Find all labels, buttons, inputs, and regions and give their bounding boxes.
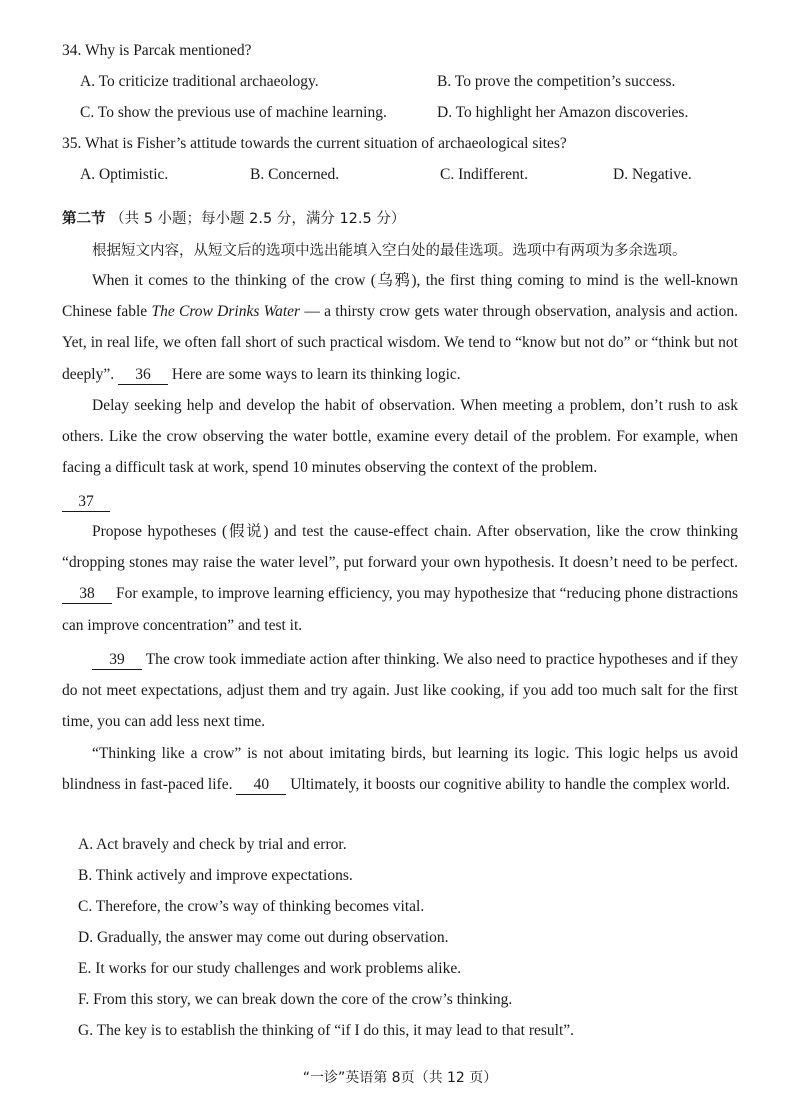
section-title: 第二节	[62, 211, 106, 227]
question-34-option-b: B. To prove the competition’s success.	[437, 73, 676, 90]
passage-paragraph-1	[62, 265, 738, 390]
section-instruction: 根据短文内容，从短文后的选项中选出能填入空白处的最佳选项。选项中有两项为多余选项。	[92, 243, 687, 259]
choice-e: E. It works for our study challenges and work problems alike.	[78, 960, 462, 977]
p1-text-c: Here are some ways to learn its thinking logic.	[167, 365, 461, 383]
question-34-stem: 34. Why is Parcak mentioned?	[62, 42, 252, 59]
blank-40: 40	[236, 776, 286, 795]
p5-text-b: Ultimately, it boosts our cognitive ability to handle the complex world.	[286, 776, 731, 794]
question-34-option-d: D. To highlight her Amazon discoveries.	[437, 104, 689, 121]
p1-text-a: When it comes to the thinking of the crow (乌鸦), the first thing coming to mind is the well-known Chinese fable	[62, 272, 738, 321]
question-34-option-c: C. To show the previous use of machine learning.	[80, 104, 387, 121]
passage-paragraph-3	[62, 516, 738, 641]
choice-b: B. Think actively and improve expectations.	[78, 867, 353, 884]
page-footer: “一诊”英语第 8页（共 12 页）	[302, 1070, 498, 1086]
blank-39: 39	[92, 651, 142, 670]
section-info: （共 5 小题；每小题 2.5 分，满分 12.5 分）	[110, 211, 406, 227]
question-35-option-c: C. Indifferent.	[440, 166, 528, 183]
choice-f: F. From this story, we can break down the core of the crow’s thinking.	[78, 991, 513, 1008]
question-35-stem: 35. What is Fisher’s attitude towards the current situation of archaeological sites?	[62, 135, 567, 152]
p5-text-a: “Thinking like a crow” is not about imitating birds, but learning its logic. This logic helps us avoid blindness in fast-paced life.	[62, 745, 738, 794]
question-35-option-a: A. Optimistic.	[80, 166, 169, 183]
p4-text-a: The crow took immediate action after thinking. We also need to practice hypotheses and if they do not meet expectations, adjust them and try again. Just like cooking, if you add too much salt for the first time, you can add less next time.	[62, 651, 738, 731]
choice-a: A. Act bravely and check by trial and error.	[78, 836, 347, 853]
blank-36: 36	[118, 366, 168, 385]
question-34-option-a: A. To criticize traditional archaeology.	[80, 73, 319, 90]
p3-text-b: For example, to improve learning efficiency, you may hypothesize that “reducing phone distractions can improve concentration” and test it.	[62, 585, 738, 634]
choice-g: G. The key is to establish the thinking of “if I do this, it may lead to that result”.	[78, 1022, 575, 1039]
p2-text-a: Delay seeking help and develop the habit of observation. When meeting a problem, don’t rush to ask others. Like the crow observing the water bottle, examine every detail of the problem. For example, when facing a difficult task at work, spend 10 minutes observing the context of the problem.	[62, 397, 738, 477]
fable-title: The Crow Drinks Water	[151, 303, 301, 321]
blank-38: 38	[62, 585, 112, 604]
blank-37-line	[62, 493, 110, 512]
passage-paragraph-4	[62, 644, 738, 738]
question-35-option-b: B. Concerned.	[250, 166, 340, 183]
p1-text-b: — a thirsty crow gets water through observation, analysis and action. Yet, in real life, we often fall short of such practical wisdom. We tend to “know but not do” or “think but not deeply”.	[62, 303, 738, 383]
passage-paragraph-2	[62, 390, 738, 484]
passage-paragraph-5	[62, 738, 738, 800]
choice-c: C. Therefore, the crow’s way of thinking becomes vital.	[78, 898, 425, 915]
section-header	[62, 207, 405, 228]
choice-d: D. Gradually, the answer may come out during observation.	[78, 929, 449, 946]
blank-37: 37	[62, 493, 110, 512]
question-35-option-d: D. Negative.	[613, 166, 692, 183]
p3-text-a: Propose hypotheses (假说) and test the cause-effect chain. After observation, like the crow thinking “dropping stones may raise the water level”, put forward your own hypothesis. It doesn’t need to be perfect.	[62, 523, 738, 572]
